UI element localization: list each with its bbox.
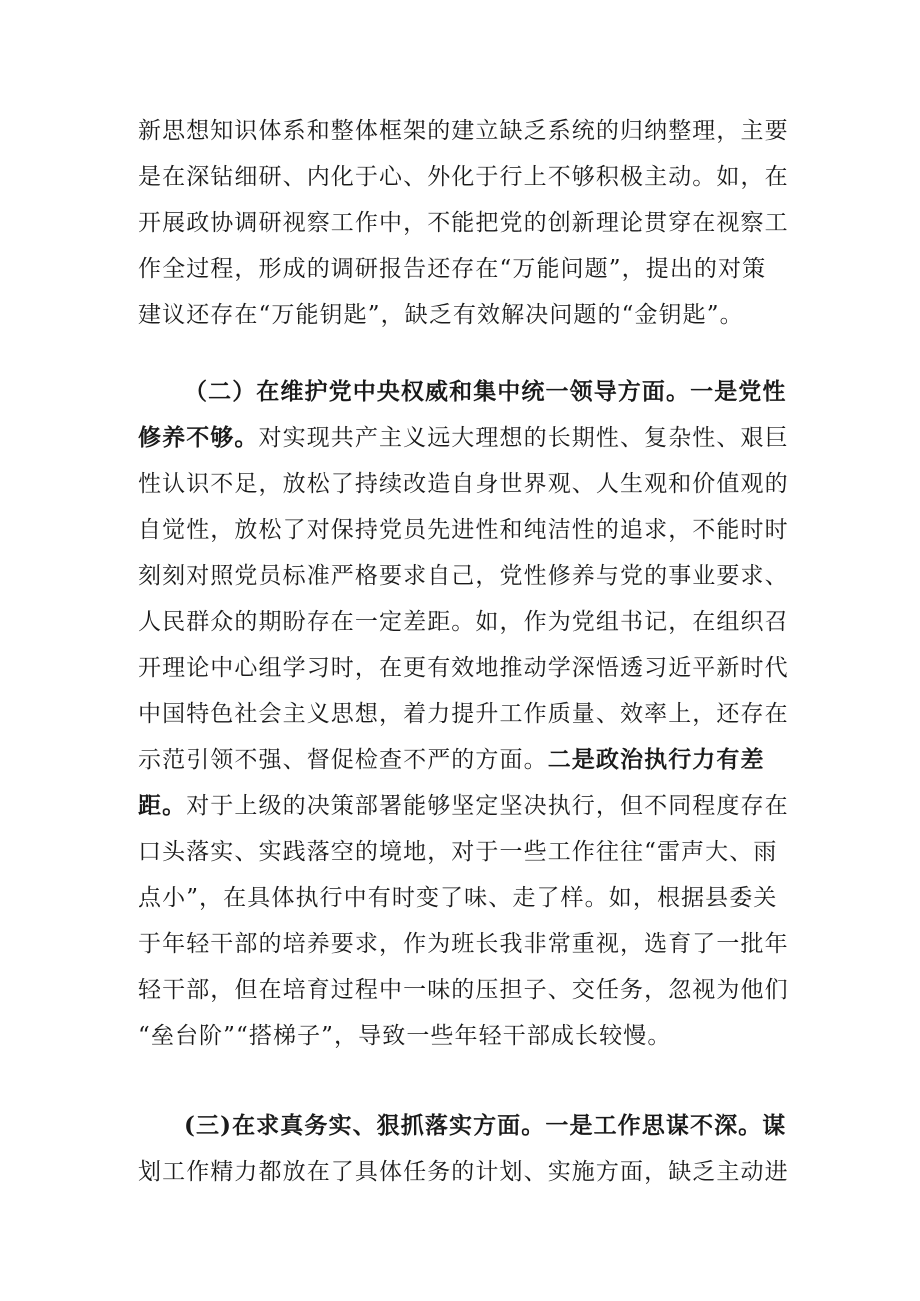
text-line: 划工作精力都放在了具体任务的计划、实施方面，缺乏主动进 xyxy=(138,1159,789,1185)
text-line: 新思想知识体系和整体框架的建立缺乏系统的归纳整理，主要 xyxy=(138,118,789,144)
section-heading-2: （二）在维护党中央权威和集中统一领导方面。一是党性 xyxy=(184,378,787,405)
bold-phrase: 二是政治执行力有差 xyxy=(547,746,765,773)
paragraph-1 xyxy=(138,108,789,338)
section-heading-3: (三)在求真务实、狠抓落实方面。一是工作思谋不深。谋 xyxy=(184,1112,787,1139)
text-line: 刻刻对照党员标准严格要求自己，党性修养与党的事业要求、 xyxy=(138,563,789,589)
paragraph-2 xyxy=(138,369,789,1059)
text-line: 点小”，在具体执行中有时变了味、走了样。如，根据县委关 xyxy=(138,885,778,911)
text-run: 对实现共产主义远大理想的长期性、复杂性、艰巨 xyxy=(258,425,789,451)
text-line: 性认识不足，放松了持续改造自身世界观、人生观和价值观的 xyxy=(138,471,789,497)
paragraph-3 xyxy=(138,1103,789,1195)
text-line xyxy=(138,783,789,829)
text-line: 是在深钻细研、内化于心、外化于行上不够积极主动。如，在 xyxy=(138,164,789,190)
text-line: 自觉性，放松了对保持党员先进性和纯洁性的追求，不能时时 xyxy=(138,517,789,543)
bold-phrase: 距。 xyxy=(138,792,187,819)
text-line: “垒台阶”“搭梯子”，导致一些年轻干部成长较慢。 xyxy=(138,1023,672,1049)
text-run: 对于上级的决策部署能够坚定坚决执行，但不同程度存在 xyxy=(186,793,789,819)
text-line: 作全过程，形成的调研报告还存在“万能问题”，提出的对策 xyxy=(138,256,767,282)
text-line: 人民群众的期盼存在一定差距。如，作为党组书记，在组织召 xyxy=(138,609,789,635)
text-line: 开理论中心组学习时，在更有效地推动学深悟透习近平新时代 xyxy=(138,655,789,681)
text-line: 中国特色社会主义思想，着力提升工作质量、效率上，还存在 xyxy=(138,701,789,727)
text-line: 于年轻干部的培养要求，作为班长我非常重视，选育了一批年 xyxy=(138,931,789,957)
text-line xyxy=(138,415,789,461)
text-line: 口头落实、实践落空的境地，对于一些工作往往“雷声大、雨 xyxy=(138,839,778,865)
text-line xyxy=(138,737,778,783)
text-run: 示范引领不强、督促检查不严的方面。 xyxy=(138,747,548,773)
text-line: 建议还存在“万能钥匙”，缺乏有效解决问题的“金钥匙”。 xyxy=(138,302,744,328)
text-line: 开展政协调研视察工作中，不能把党的创新理论贯穿在视察工 xyxy=(138,210,789,236)
text-line: 轻干部，但在培育过程中一味的压担子、交任务，忽视为他们 xyxy=(138,977,789,1003)
bold-phrase: 修养不够。 xyxy=(138,424,259,451)
